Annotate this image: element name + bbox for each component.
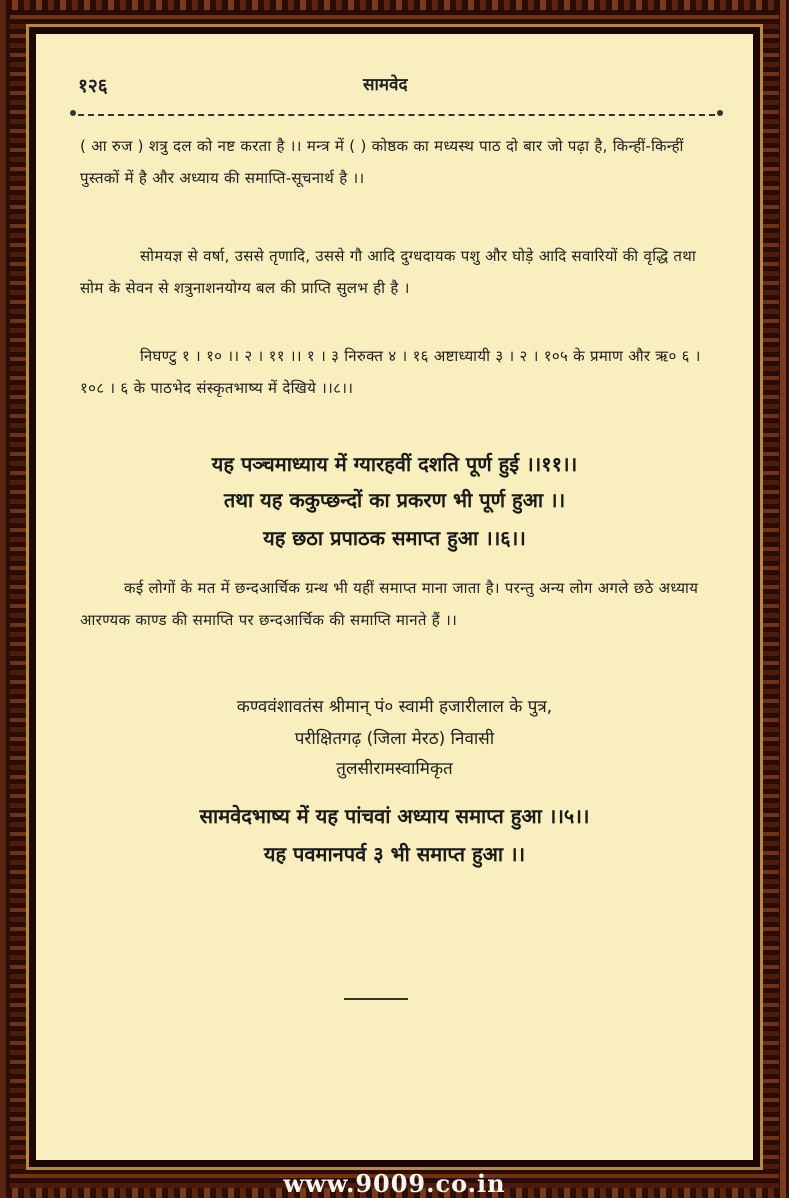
colophon-line-1: कण्ववंशावतंस श्रीमान् पं० स्वामी हजारीलाल के पुत्र, [236,697,553,717]
running-header [78,72,715,102]
running-title: सामवेद [363,75,408,95]
prakarana-end-heading: तथा यह ककुप्छन्दों का प्रकरण भी पूर्ण हुआ ।। [223,488,566,512]
paragraph-note: कई लोगों के मत में छन्दआर्चिक ग्रन्थ भी यहीं समाप्त माना जाता है। परन्तु अन्य लोग अगले छठे अध्याय आरण्यक काण्ड की समाप्ति पर छन्दआर्चिक की समाप्ति मानते हैं ।। [80,579,699,629]
header-rule [78,114,715,116]
parva-end-heading: यह पवमानपर्व ३ भी समाप्त हुआ ।। [263,842,526,866]
header-rule-dot-right [717,110,723,116]
footer-watermark [0,1170,789,1198]
book-page [36,34,753,1160]
paragraph-commentary: ( आ रुज ) शत्रु दल को नष्ट करता है ।। मन्त्र में ( ) कोष्ठक का मध्यस्थ पाठ दो बार जो पढ़ा है, किन्हीं-किन्हीं पुस्तकों में है और अध्याय की समाप्ति-सूचनार्थ है ।। [80,137,684,187]
adhyaya-end-heading: सामवेदभाष्य में यह पांचवां अध्याय समाप्त हुआ ।।५।। [199,804,590,828]
page-number: १२६ [78,75,108,97]
website-url[interactable]: www.9009.co.in [283,1169,506,1198]
end-rule [344,998,408,1000]
colophon-line-3: तुलसीरामस्वामिकृत [336,759,453,779]
paragraph-references: निघण्टु १ । १० ।। २ । ११ ।। १ । ३ निरुक्त ४ । १६ अष्टाध्यायी ३ । २ । १०५ के प्रमाण और ऋ० ६ । १०८ । ६ के पाठभेद संस्कृतभाष्य में देखिये ।।८।। [80,347,701,397]
header-rule-dot-left [70,110,76,116]
prapathaka-end-heading: यह छठा प्रपाठक समाप्त हुआ ।।६।। [263,526,526,550]
colophon-line-2: परीक्षितगढ़ (जिला मेरठ) निवासी [294,729,495,749]
paragraph-meaning: सोमयज्ञ से वर्षा, उससे तृणादि, उससे गौ आदि दुग्धदायक पशु और घोड़े आदि सवारियों की वृद्धि तथा सोम के सेवन से शत्रुनाशनयोग्य बल की प्राप्ति सुलभ ही है । [80,247,697,297]
section-end-heading: यह पञ्चमाध्याय में ग्यारहवीं दशति पूर्ण हुई ।।११।। [211,452,578,476]
